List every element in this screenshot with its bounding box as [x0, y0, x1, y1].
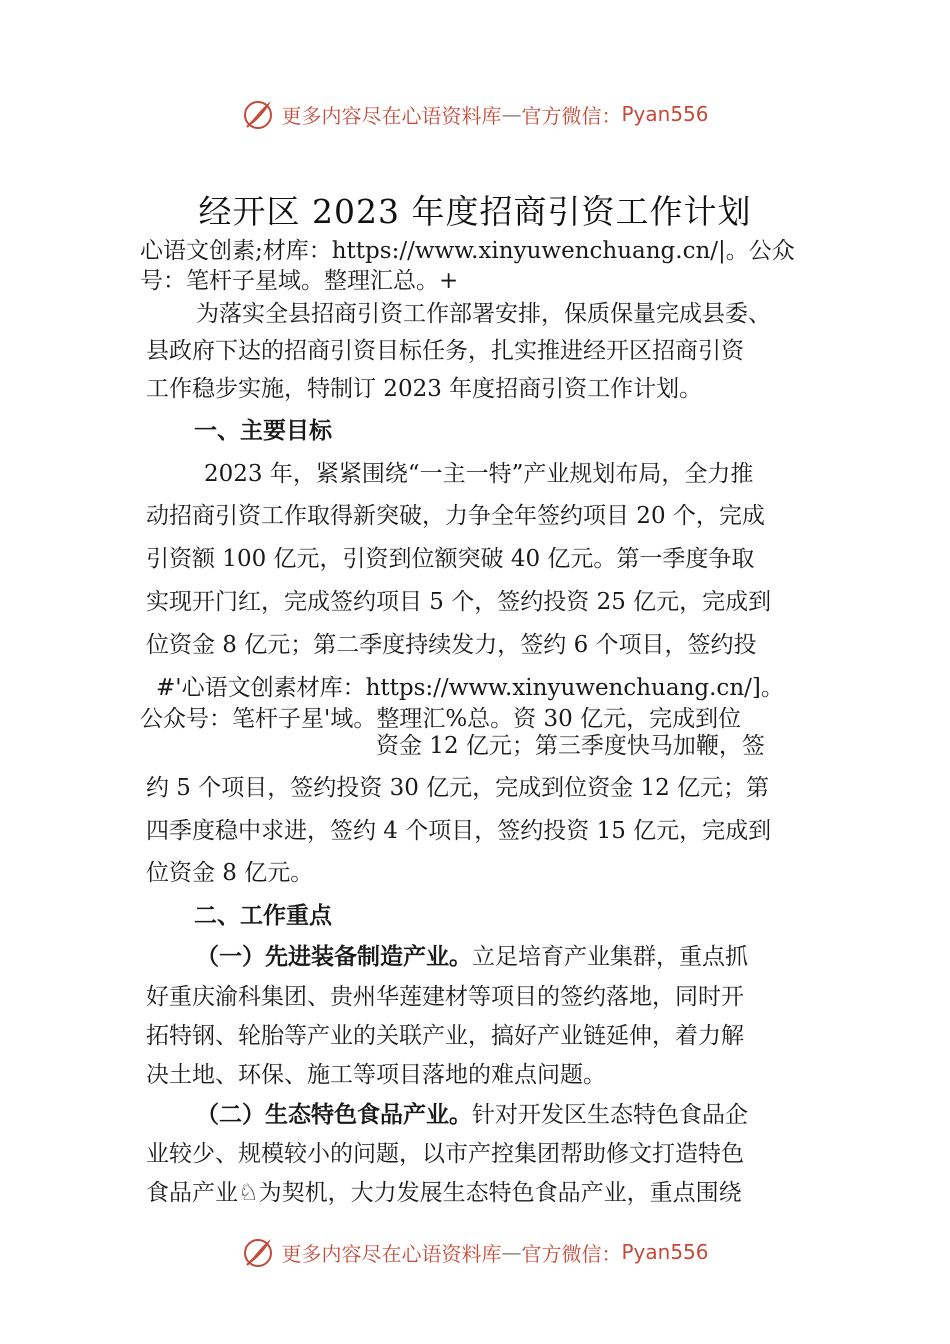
document-title: 经开区 2023 年度招商引资工作计划 — [198, 192, 752, 231]
paragraph-line: 引资额 100 亿元，引资到位额突破 40 亿元。第一季度争取 — [146, 546, 755, 572]
feather-pen-logo-icon — [241, 97, 275, 131]
banner-dash: — — [501, 102, 522, 126]
paragraph-line: 业较少、规模较小的问题，以市产控集团帮助修文打造特色 — [146, 1141, 744, 1167]
banner-text: 更多内容尽在心语资料库 — [281, 103, 502, 128]
paragraph-line: 决土地、环保、施工等项目落地的难点问题。 — [146, 1062, 606, 1088]
subsection-heading-2: （二）生态特色食品产业。 — [196, 1101, 472, 1128]
banner-contact-id: Pyan556 — [621, 102, 709, 126]
subsection-line — [196, 938, 748, 971]
paragraph-line: 位资金 8 亿元。 — [146, 860, 314, 886]
subsection-text: 针对开发区生态特色食品企 — [472, 1102, 748, 1128]
footer-banner — [0, 1232, 950, 1272]
banner-dash: — — [501, 1240, 522, 1264]
watermark-line: #'心语文创素材库：https://www.xinyuwenchuang.cn/]。 — [156, 675, 784, 701]
section-heading-1: 一、主要目标 — [194, 418, 332, 444]
paragraph-line: 2023 年，紧紧围绕“一主一特”产业规划布局，全力推 — [204, 461, 754, 487]
subsection-heading-1: （一）先进装备制造产业。 — [196, 943, 472, 970]
paragraph-line: 资金 12 亿元；第三季度快马加鞭，签 — [376, 733, 765, 759]
paragraph-line: 实现开门红，完成签约项目 5 个，签约投资 25 亿元，完成到 — [146, 589, 772, 615]
header-banner — [0, 94, 950, 134]
paragraph-line: 位资金 8 亿元；第二季度持续发力，签约 6 个项目，签约投 — [146, 632, 757, 658]
watermark-line: 心语文创素;材库：https://www.xinyuwenchuang.cn/|。公众 — [140, 238, 795, 264]
watermark-line: 号：笔杆子星域。整理汇总。+ — [140, 268, 459, 294]
intro-line: 县政府下达的招商引资目标任务，扎实推进经开区招商引资 — [146, 338, 744, 364]
subsection-text: 立足培育产业集群，重点抓 — [472, 944, 748, 970]
paragraph-line: 食品产业♘为契机，大力发展生态特色食品产业，重点围绕 — [146, 1180, 742, 1206]
banner-contact-label: 官方微信： — [521, 1241, 622, 1266]
feather-pen-logo-icon — [241, 1235, 275, 1269]
banner-contact-id: Pyan556 — [621, 1240, 709, 1264]
banner-contact-label: 官方微信： — [521, 103, 622, 128]
paragraph-line: 动招商引资工作取得新突破，力争全年签约项目 20 个，完成 — [146, 503, 765, 529]
intro-line: 为落实全县招商引资工作部署安排，保质保量完成县委、 — [196, 301, 771, 327]
intro-line: 工作稳步实施，特制订 2023 年度招商引资工作计划。 — [146, 376, 703, 402]
paragraph-line: 拓特钢、轮胎等产业的关联产业，搞好产业链延伸，着力解 — [146, 1023, 744, 1049]
banner-text: 更多内容尽在心语资料库 — [281, 1241, 502, 1266]
watermark-line: 公众号：笔杆子星'域。整理汇%总。资 30 亿元，完成到位 — [140, 706, 742, 732]
paragraph-line: 约 5 个项目，签约投资 30 亿元，完成到位资金 12 亿元；第 — [146, 775, 770, 801]
paragraph-line: 好重庆渝科集团、贵州华莲建材等项目的签约落地，同时开 — [146, 984, 744, 1010]
subsection-line — [196, 1096, 748, 1129]
paragraph-line: 四季度稳中求进，签约 4 个项目，签约投资 15 亿元，完成到 — [146, 818, 772, 844]
section-heading-2: 二、工作重点 — [194, 903, 332, 929]
